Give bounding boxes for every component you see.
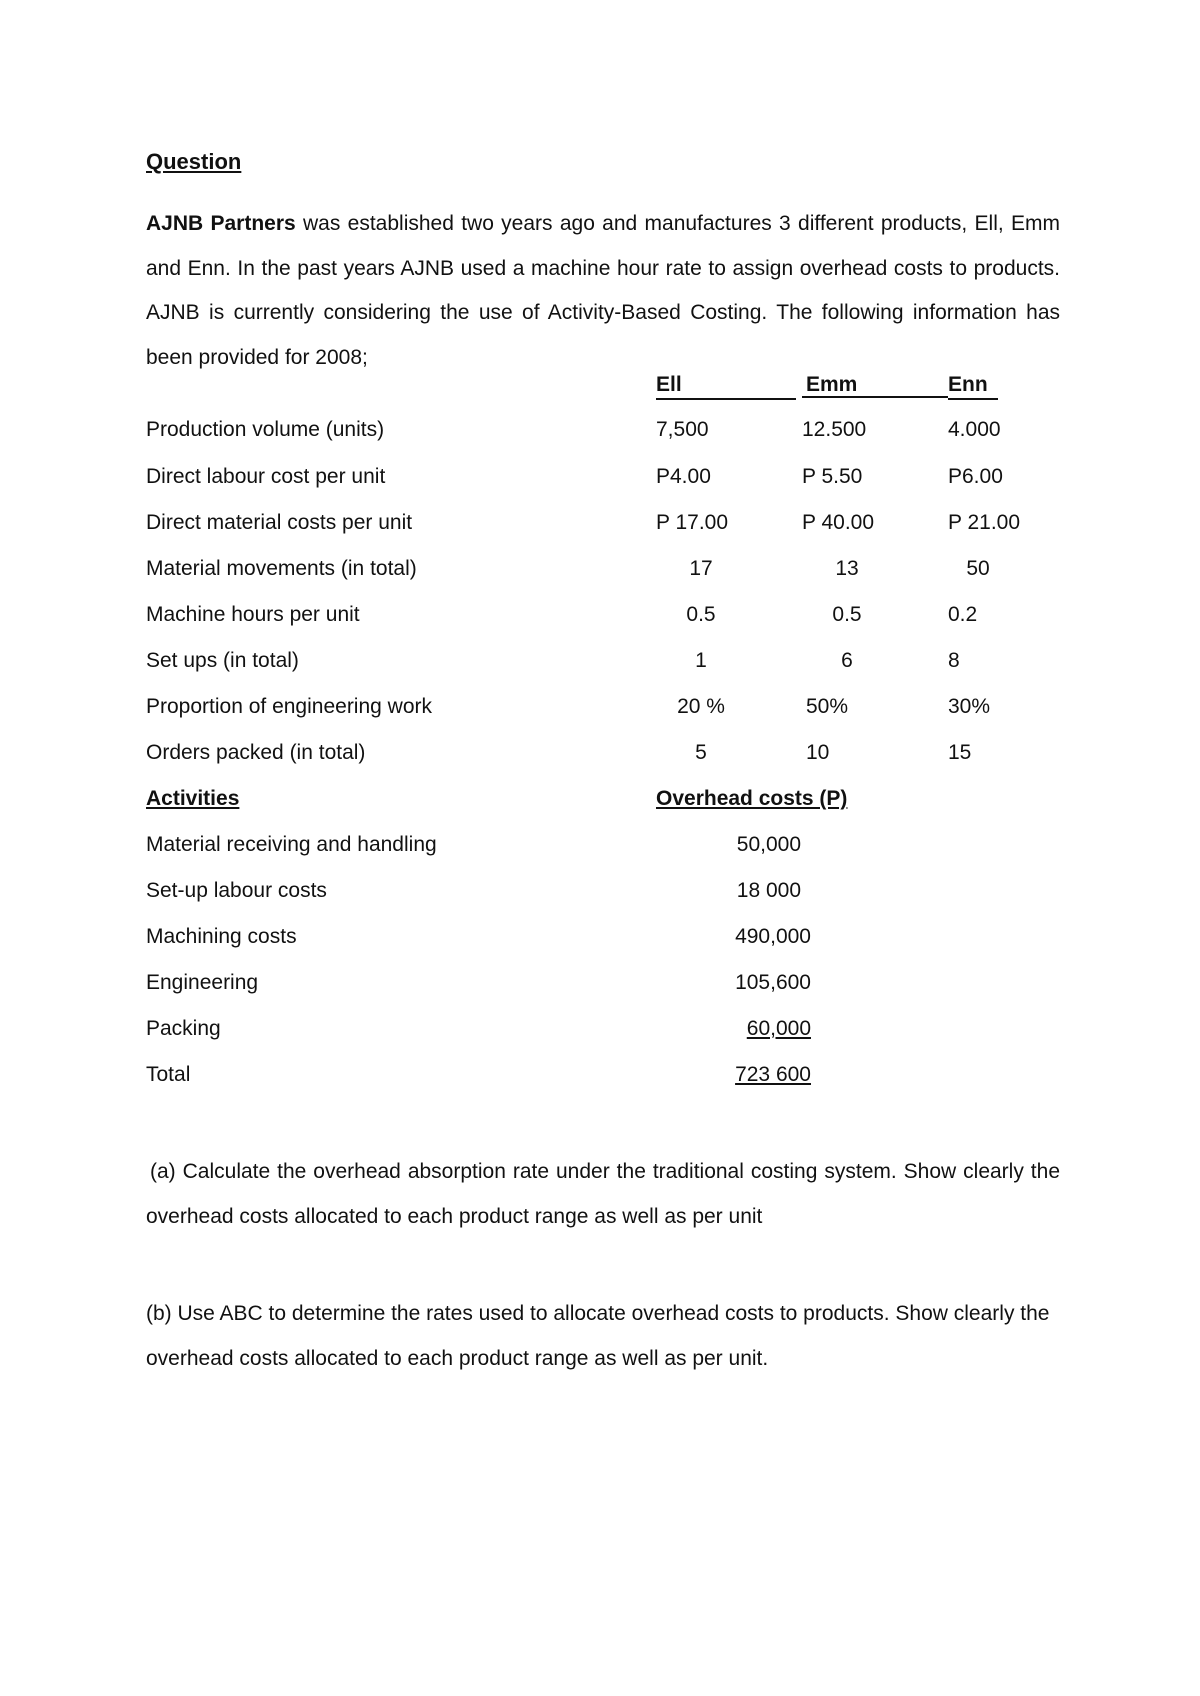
cell-emm: 13	[835, 557, 859, 580]
table-row	[146, 415, 1086, 445]
table-row	[146, 968, 1086, 998]
table-row	[146, 600, 1086, 630]
company-name: AJNB Partners	[146, 212, 296, 235]
activity-label: Material receiving and handling	[146, 833, 437, 856]
cell-ell: 1	[695, 649, 707, 672]
cell-enn: 0.2	[948, 603, 978, 626]
table-row-total	[146, 1060, 1086, 1090]
cell-enn: 4.000	[948, 418, 1001, 441]
activity-label: Packing	[146, 1017, 221, 1040]
cell-ell: 0.5	[686, 603, 716, 626]
row-label: Proportion of engineering work	[146, 695, 433, 718]
overhead-cost: 105,600	[735, 971, 811, 994]
column-header-emm: Emm	[802, 370, 948, 398]
table-row	[146, 738, 1086, 768]
question-a: (a) Calculate the overhead absorption rate under the traditional costing system. Show clearly the overhead costs allocated to each product range as well as per unit	[146, 1160, 1060, 1228]
cell-emm: P 40.00	[802, 511, 875, 534]
question-heading: Question	[146, 149, 242, 174]
cell-ell: P 17.00	[656, 511, 729, 534]
cell-emm: P 5.50	[802, 465, 863, 488]
intro-paragraph	[146, 202, 1060, 380]
column-header-enn: Enn	[948, 370, 998, 400]
table-row	[146, 554, 1086, 584]
table-row	[146, 462, 1086, 492]
total-label: Total	[146, 1063, 191, 1086]
activity-label: Engineering	[146, 971, 259, 994]
cell-enn: 8	[948, 649, 960, 672]
table-row	[146, 922, 1086, 952]
cell-ell: 7,500	[656, 418, 709, 441]
table-row	[146, 508, 1086, 538]
row-label: Orders packed (in total)	[146, 741, 366, 764]
overhead-cost: 490,000	[735, 925, 811, 948]
intro-text: was established two years ago and manufactures 3 different products, Ell, Emm and Enn. In the past years AJNB used a machine hour rate to assign overhead costs to products. AJNB is currently considering the use of Activity-Based Costing. The following information has been provided for 2008;	[146, 212, 1060, 369]
overhead-cost: 50,000	[736, 833, 801, 856]
overhead-table-header	[146, 784, 1086, 814]
table-row	[146, 692, 1086, 722]
cell-enn: 15	[948, 741, 972, 764]
cell-enn: P 21.00	[948, 511, 1021, 534]
overhead-costs-heading: Overhead costs (P)	[656, 787, 848, 810]
row-label: Material movements (in total)	[146, 557, 417, 580]
cell-emm: 50%	[806, 695, 849, 718]
table-row	[146, 830, 1086, 860]
overhead-cost: 60,000	[746, 1017, 811, 1040]
row-label: Production volume (units)	[146, 418, 385, 441]
cell-enn: 30%	[948, 695, 991, 718]
overhead-cost: 18 000	[736, 879, 801, 902]
cell-emm: 12.500	[802, 418, 867, 441]
question-b: (b) Use ABC to determine the rates used to allocate overhead costs to products. Show clearly the overhead costs allocated to each product range as well as per unit.	[146, 1302, 1050, 1370]
cell-ell: 17	[689, 557, 713, 580]
cell-emm: 0.5	[832, 603, 862, 626]
table-row	[146, 646, 1086, 676]
activities-heading: Activities	[146, 787, 240, 810]
activity-label: Set-up labour costs	[146, 879, 327, 902]
cell-ell: 20 %	[677, 695, 725, 718]
activity-label: Machining costs	[146, 925, 297, 948]
cell-enn: P6.00	[948, 465, 1003, 488]
row-label: Direct labour cost per unit	[146, 465, 386, 488]
cell-enn: 50	[966, 557, 990, 580]
product-table-header	[146, 370, 1086, 400]
table-row	[146, 876, 1086, 906]
table-row	[146, 1014, 1086, 1044]
cell-ell: 5	[695, 741, 707, 764]
cell-emm: 6	[841, 649, 853, 672]
cell-emm: 10	[806, 741, 830, 764]
total-overhead-cost: 723 600	[735, 1063, 811, 1086]
cell-ell: P4.00	[656, 465, 711, 488]
row-label: Machine hours per unit	[146, 603, 360, 626]
row-label: Direct material costs per unit	[146, 511, 413, 534]
row-label: Set ups (in total)	[146, 649, 299, 672]
column-header-ell: Ell	[656, 370, 796, 400]
